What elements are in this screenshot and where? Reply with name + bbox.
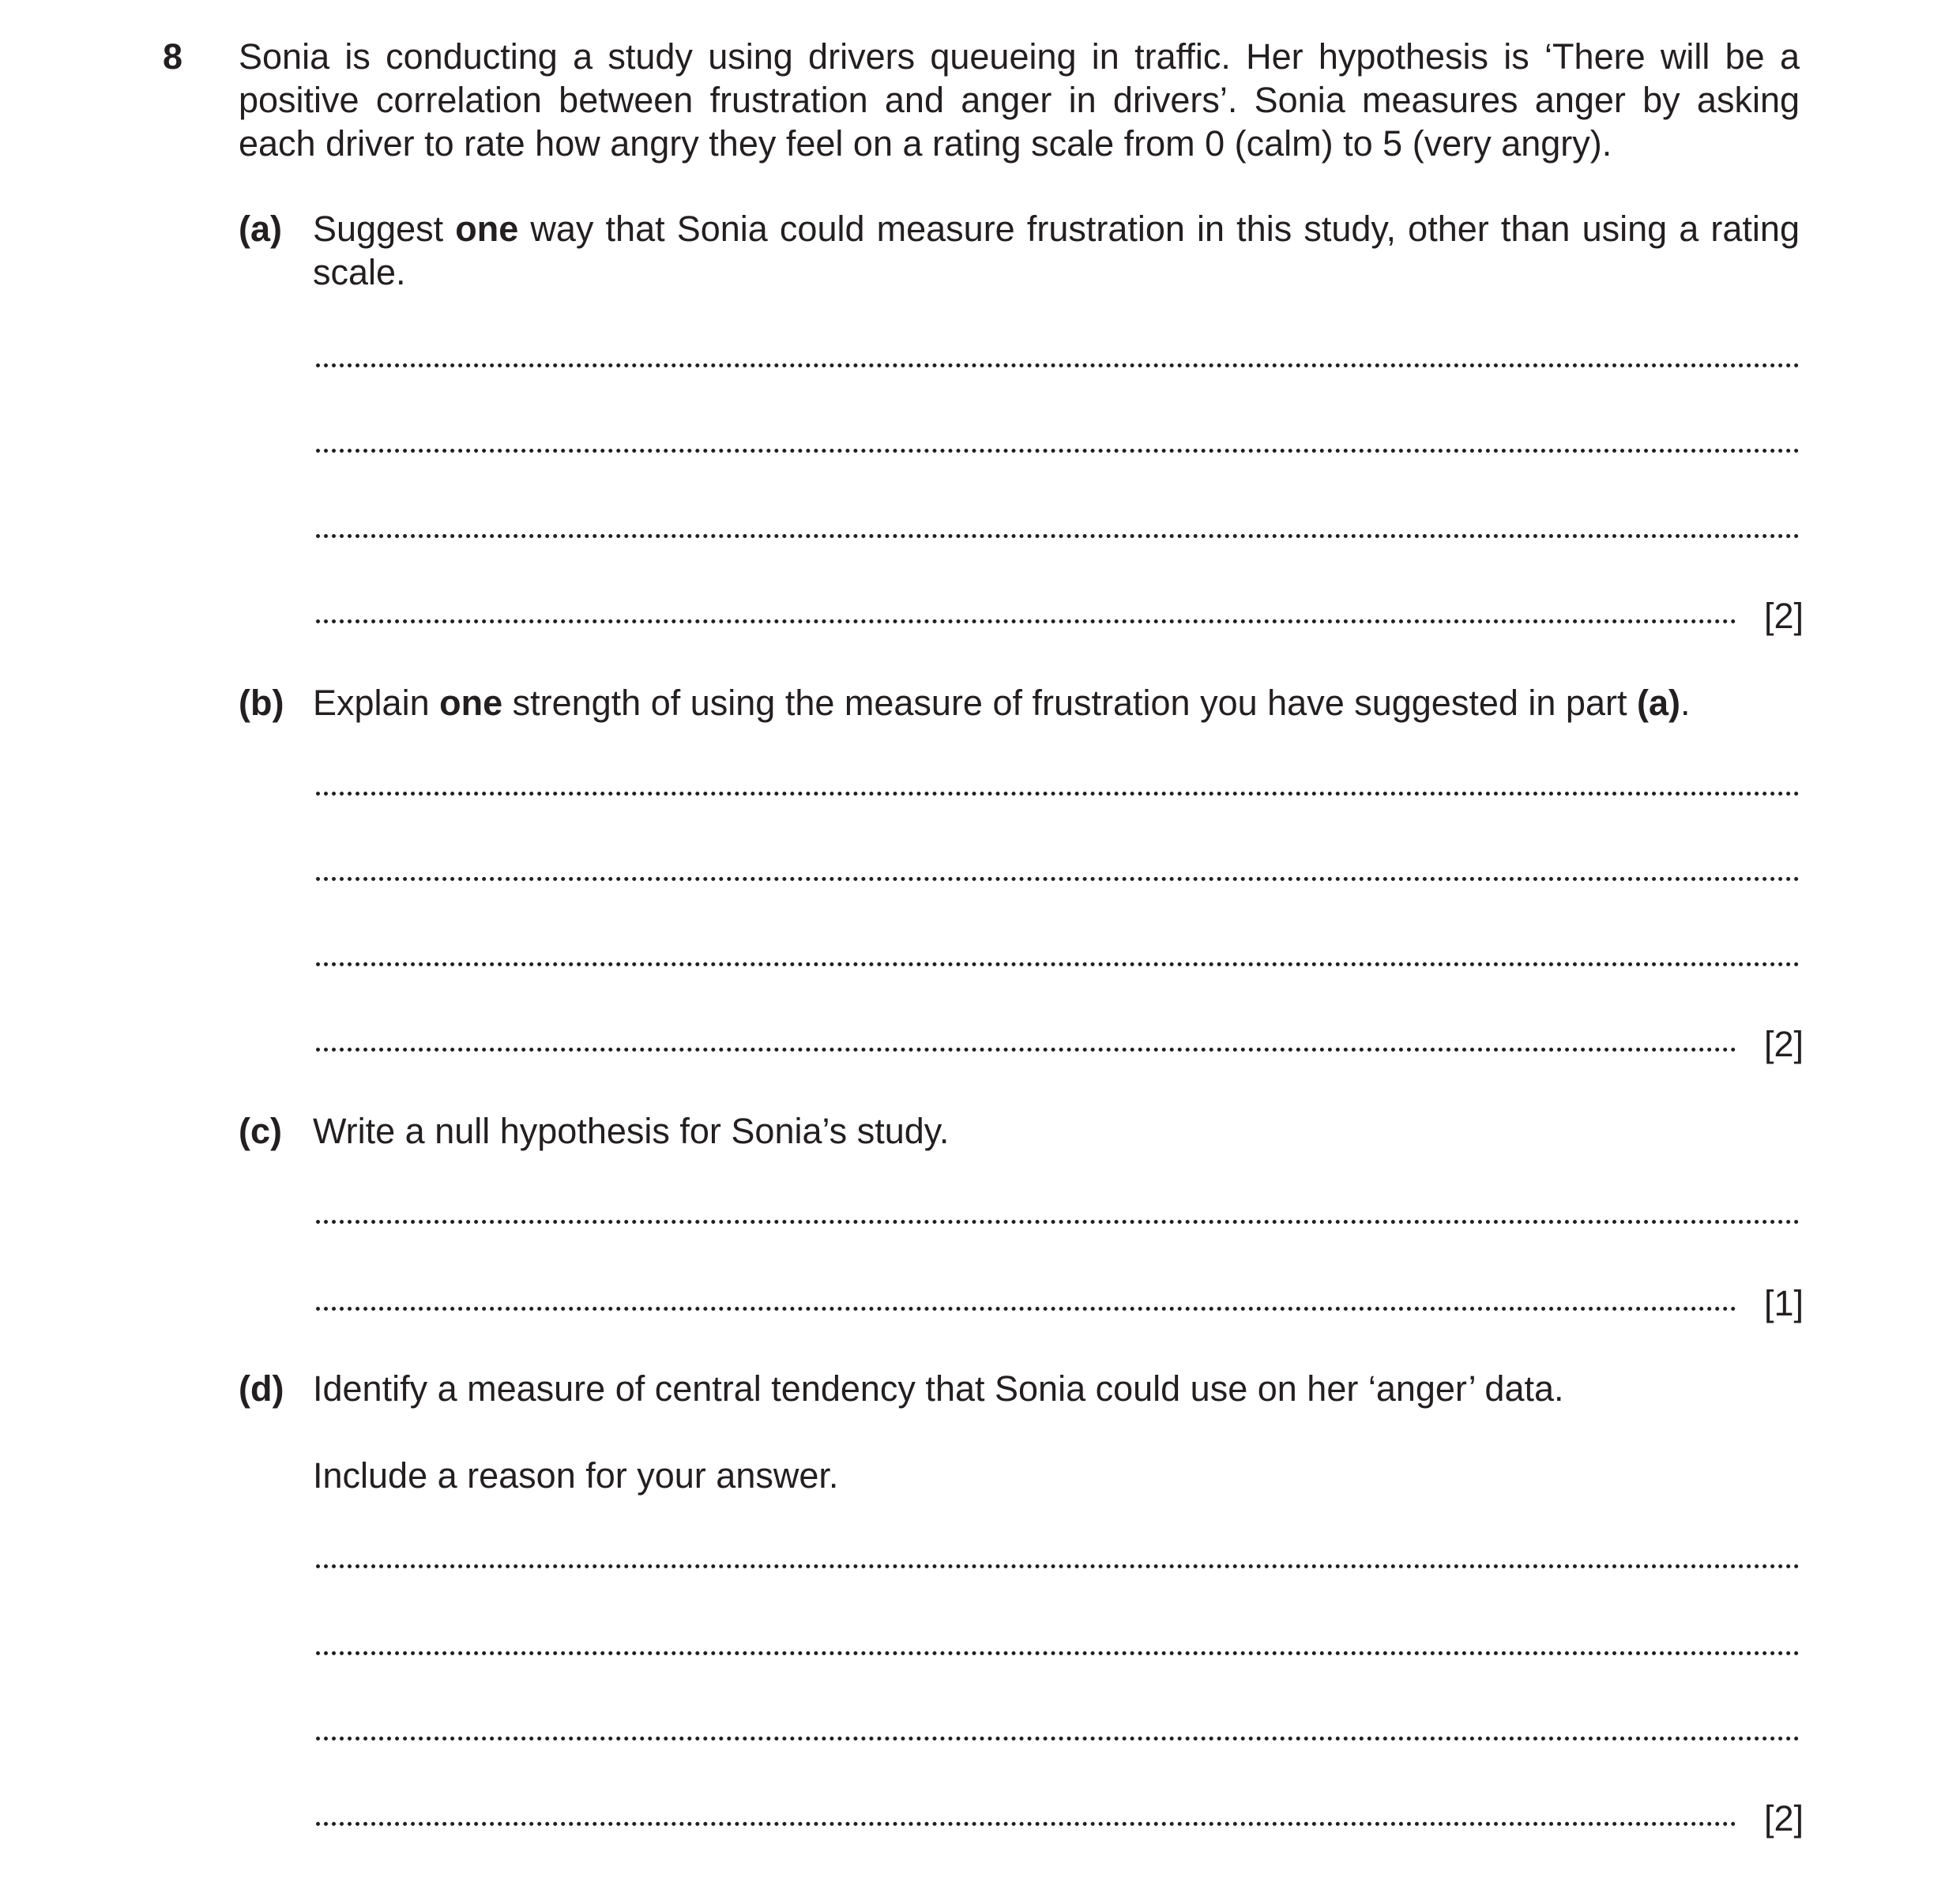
answer-line-d4[interactable] — [316, 1822, 1736, 1826]
part-d-label: (d) — [239, 1368, 284, 1409]
part-d-instruction: Include a reason for your answer. — [313, 1455, 839, 1496]
part-d-question: Identify a measure of central tendency that Sonia could use on her ‘anger’ data. — [313, 1368, 1564, 1409]
answer-line-b3[interactable] — [316, 962, 1800, 966]
answer-line-c1[interactable] — [316, 1220, 1800, 1224]
answer-line-c2[interactable] — [316, 1307, 1736, 1311]
answer-line-b1[interactable] — [316, 792, 1800, 796]
part-b-label: (b) — [239, 683, 284, 723]
marks-a: [2] — [1763, 596, 1804, 636]
part-a-label: (a) — [239, 209, 282, 249]
answer-line-b2[interactable] — [316, 877, 1800, 881]
answer-line-a4[interactable] — [316, 619, 1736, 623]
answer-line-a2[interactable] — [316, 449, 1800, 453]
part-c-label: (c) — [239, 1111, 282, 1151]
answer-line-a1[interactable] — [316, 363, 1800, 367]
marks-b: [2] — [1763, 1024, 1804, 1064]
answer-line-a3[interactable] — [316, 534, 1800, 538]
question-stem: Sonia is conducting a study using drivers queueing in traffic. Her hypothesis is ‘There will be a positive correlation between frustration and anger in drivers’. Sonia measures anger by asking each driver to rate how angry they feel on a rating scale from 0 (calm) to 5 (very angry). — [239, 36, 1800, 164]
answer-line-b4[interactable] — [316, 1048, 1736, 1052]
answer-line-d1[interactable] — [316, 1564, 1800, 1568]
answer-line-d2[interactable] — [316, 1651, 1800, 1655]
answer-line-d3[interactable] — [316, 1737, 1800, 1741]
question-number: 8 — [163, 36, 183, 77]
part-b-question: Explain one strength of using the measure of frustration you have suggested in part (a). — [313, 683, 1691, 723]
part-a-question: Suggest one way that Sonia could measure frustration in this study, other than using a rating scale. — [313, 209, 1800, 292]
marks-d: [2] — [1763, 1798, 1804, 1838]
marks-c: [1] — [1763, 1283, 1804, 1323]
part-c-question: Write a null hypothesis for Sonia’s study. — [313, 1111, 950, 1151]
